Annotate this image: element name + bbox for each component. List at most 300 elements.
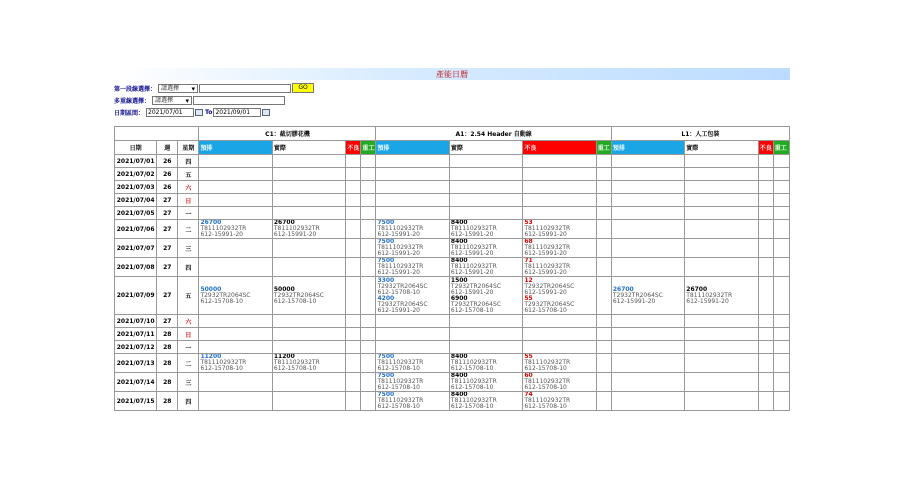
empty-cell <box>346 328 361 341</box>
part-number: 612-15991-20 <box>450 231 494 238</box>
data-cell <box>611 220 684 239</box>
data-cell <box>523 181 596 194</box>
rework-header: 重工 <box>361 141 376 155</box>
data-cell <box>376 168 449 181</box>
data-cell <box>199 239 272 258</box>
quantity-value: 11200 <box>273 353 295 360</box>
empty-cell <box>758 392 773 411</box>
line1-label: 第一段線選擇： <box>114 85 157 93</box>
part-number: 612-15708-10 <box>524 384 567 391</box>
empty-cell <box>361 341 376 354</box>
data-cell <box>376 315 449 328</box>
data-cell <box>272 354 345 373</box>
actual-header: 實際 <box>272 141 345 155</box>
week-cell: 26 <box>157 181 178 194</box>
line1-select-value: 請選擇 <box>161 84 180 92</box>
weekday-cell: 二 <box>178 354 199 373</box>
quantity-value: 8400 <box>450 353 468 360</box>
empty-cell <box>758 155 773 168</box>
data-cell <box>523 194 596 207</box>
week-cell: 26 <box>157 155 178 168</box>
week-cell: 27 <box>157 207 178 220</box>
empty-cell <box>773 341 789 354</box>
empty-cell <box>596 277 611 315</box>
part-number: T811102932TR <box>377 359 424 366</box>
part-number: 612-15991-20 <box>612 297 656 305</box>
data-cell <box>272 239 345 258</box>
empty-cell <box>758 354 773 373</box>
data-cell <box>523 392 596 411</box>
week-cell: 28 <box>157 392 178 411</box>
empty-cell <box>346 392 361 411</box>
data-cell <box>523 239 596 258</box>
data-cell <box>272 258 345 277</box>
empty-cell <box>773 315 789 328</box>
part-number: 612-15708-10 <box>200 297 243 305</box>
rework-header: 重工 <box>773 141 789 155</box>
data-cell <box>685 239 758 258</box>
plan-header: 預排 <box>199 141 272 155</box>
empty-cell <box>773 155 789 168</box>
line1-filter-row <box>114 83 314 93</box>
empty-cell <box>596 194 611 207</box>
part-number: 612-15991-20 <box>450 269 494 276</box>
quantity-value: 8400 <box>450 219 468 226</box>
quantity-value: 26700 <box>612 285 634 293</box>
empty-cell <box>773 181 789 194</box>
multi-label: 多重線選擇： <box>114 97 151 105</box>
data-cell <box>449 220 522 239</box>
empty-cell <box>773 373 789 392</box>
table-row <box>115 239 790 258</box>
weekday-cell: 六 <box>178 181 199 194</box>
data-cell <box>685 392 758 411</box>
line1-select[interactable] <box>158 84 198 93</box>
part-number: 612-15991-20 <box>524 231 567 238</box>
quantity-value: 53 <box>524 219 533 226</box>
week-cell: 27 <box>157 220 178 239</box>
empty-cell <box>773 277 789 315</box>
empty-cell <box>361 181 376 194</box>
weekday-cell: 日 <box>178 194 199 207</box>
date-cell: 2021/07/13 <box>115 354 157 373</box>
group-header-row <box>115 127 790 141</box>
data-cell <box>449 328 522 341</box>
data-cell <box>449 207 522 220</box>
empty-cell <box>361 328 376 341</box>
date-header: 日期 <box>115 141 157 155</box>
table-row <box>115 277 790 315</box>
quantity-value: 26700 <box>200 219 222 226</box>
week-cell: 26 <box>157 168 178 181</box>
empty-cell <box>346 315 361 328</box>
empty-cell <box>361 354 376 373</box>
table-row <box>115 168 790 181</box>
part-number: 612-15991-20 <box>377 231 420 238</box>
part-number: 612-15991-20 <box>377 306 420 314</box>
part-number: 612-15708-10 <box>450 403 494 410</box>
quantity-value: 68 <box>524 238 533 245</box>
empty-cell <box>758 258 773 277</box>
part-number: T811102932TR <box>200 359 247 366</box>
multi-select-value: 請選擇 <box>155 96 174 104</box>
quantity-value: 7500 <box>377 353 395 360</box>
week-cell: 27 <box>157 258 178 277</box>
data-cell <box>449 354 522 373</box>
part-number: T2932TR2064SC <box>273 291 324 299</box>
quantity-value: 7500 <box>377 238 395 245</box>
part-number: 612-15708-10 <box>450 365 494 372</box>
bad-header: 不良 <box>346 141 361 155</box>
weekday-cell: 日 <box>178 328 199 341</box>
part-number: T2932TR2064SC <box>377 282 428 290</box>
date-cell: 2021/07/09 <box>115 277 157 315</box>
part-number: T811102932TR <box>377 397 424 404</box>
empty-cell <box>773 354 789 373</box>
data-cell <box>523 277 596 315</box>
multi-text-input[interactable] <box>193 96 285 105</box>
weekday-cell: 二 <box>178 220 199 239</box>
data-cell <box>611 277 684 315</box>
plan-header: 預排 <box>611 141 684 155</box>
table-row <box>115 315 790 328</box>
empty-cell <box>758 239 773 258</box>
table-row <box>115 258 790 277</box>
data-cell <box>685 373 758 392</box>
empty-cell <box>773 168 789 181</box>
multi-select[interactable] <box>152 96 192 105</box>
data-cell <box>199 155 272 168</box>
week-header: 週 <box>157 141 178 155</box>
table-row <box>115 354 790 373</box>
page-title: 產能日曆 <box>436 70 468 79</box>
data-cell <box>199 315 272 328</box>
part-number: T811102932TR <box>377 244 424 251</box>
data-cell <box>272 341 345 354</box>
part-number: 612-15708-10 <box>450 384 494 391</box>
part-number: T811102932TR <box>450 378 497 385</box>
empty-cell <box>346 373 361 392</box>
calendar-icon[interactable] <box>195 109 203 116</box>
data-cell <box>611 194 684 207</box>
part-number: 612-15991-20 <box>524 269 567 276</box>
data-cell <box>611 239 684 258</box>
data-cell <box>685 194 758 207</box>
data-cell <box>523 155 596 168</box>
plan-header: 預排 <box>376 141 449 155</box>
quantity-value: 55 <box>524 353 533 360</box>
empty-cell <box>346 354 361 373</box>
date-label: 日期區間： <box>114 109 145 117</box>
data-cell <box>449 239 522 258</box>
bad-header: 不良 <box>523 141 596 155</box>
quantity-value: 50000 <box>200 285 222 293</box>
data-cell <box>611 341 684 354</box>
data-cell <box>199 258 272 277</box>
empty-cell <box>361 220 376 239</box>
data-cell <box>685 354 758 373</box>
capacity-calendar-table <box>114 126 790 411</box>
quantity-value: 6900 <box>450 294 468 302</box>
part-number: 612-15708-10 <box>377 288 420 296</box>
data-cell <box>376 354 449 373</box>
data-cell <box>272 155 345 168</box>
sub-header-row <box>115 141 790 155</box>
date-to-input[interactable]: 2021/09/01 <box>213 108 261 117</box>
data-cell <box>449 373 522 392</box>
data-cell <box>376 373 449 392</box>
data-cell <box>523 207 596 220</box>
part-number: 612-15991-20 <box>450 288 494 296</box>
part-number: T2932TR2064SC <box>612 291 663 299</box>
empty-cell <box>346 258 361 277</box>
part-number: T2932TR2064SC <box>377 300 428 308</box>
empty-cell <box>361 315 376 328</box>
quantity-value: 60 <box>524 372 533 379</box>
data-cell <box>376 155 449 168</box>
data-cell <box>199 341 272 354</box>
data-cell <box>611 258 684 277</box>
data-cell <box>685 220 758 239</box>
part-number: 612-15708-10 <box>524 403 567 410</box>
quantity-value: 26700 <box>686 285 708 293</box>
date-cell: 2021/07/06 <box>115 220 157 239</box>
quantity-value: 26700 <box>273 219 295 226</box>
data-cell <box>611 373 684 392</box>
week-cell: 27 <box>157 239 178 258</box>
quantity-value: 11200 <box>200 353 222 360</box>
empty-cell <box>346 168 361 181</box>
empty-cell <box>596 341 611 354</box>
table-row <box>115 207 790 220</box>
part-number: T2932TR2064SC <box>524 300 575 308</box>
calendar-rows <box>115 155 790 411</box>
date-cell: 2021/07/12 <box>115 341 157 354</box>
empty-cell <box>773 392 789 411</box>
week-cell: 27 <box>157 277 178 315</box>
empty-cell <box>758 328 773 341</box>
part-number: 612-15991-20 <box>524 288 567 296</box>
empty-cell <box>361 239 376 258</box>
quantity-value: 3300 <box>377 276 395 284</box>
empty-cell <box>596 155 611 168</box>
part-number: 612-15991-20 <box>686 297 729 305</box>
empty-cell <box>346 341 361 354</box>
empty-cell <box>596 373 611 392</box>
data-cell <box>272 181 345 194</box>
data-cell <box>523 341 596 354</box>
part-number: 612-15991-20 <box>377 269 420 276</box>
calendar-icon[interactable] <box>262 109 270 116</box>
data-cell <box>272 207 345 220</box>
data-cell <box>376 220 449 239</box>
date-from-input[interactable]: 2021/07/01 <box>146 108 194 117</box>
quantity-value: 50000 <box>273 285 295 293</box>
part-number: 612-15708-10 <box>273 365 317 372</box>
quantity-value: 8400 <box>450 257 468 264</box>
weekday-cell: 六 <box>178 315 199 328</box>
table-row <box>115 328 790 341</box>
part-number: T811102932TR <box>377 225 424 232</box>
quantity-value: 7500 <box>377 257 395 264</box>
empty-cell <box>773 258 789 277</box>
actual-header: 實際 <box>449 141 522 155</box>
date-cell: 2021/07/11 <box>115 328 157 341</box>
part-number: T2932TR2064SC <box>450 282 501 290</box>
weekday-cell: 三 <box>178 373 199 392</box>
part-number: T811102932TR <box>524 263 571 270</box>
quantity-value: 1500 <box>450 276 468 284</box>
weekday-cell: 五 <box>178 277 199 315</box>
date-cell: 2021/07/15 <box>115 392 157 411</box>
part-number: T811102932TR <box>524 244 571 251</box>
data-cell <box>272 220 345 239</box>
data-cell <box>199 168 272 181</box>
data-cell <box>523 220 596 239</box>
table-row <box>115 181 790 194</box>
table-row <box>115 341 790 354</box>
data-cell <box>611 207 684 220</box>
group-header-l1: L1：人工包裝 <box>611 127 789 141</box>
quantity-value: 8400 <box>450 372 468 379</box>
data-cell <box>685 341 758 354</box>
data-cell <box>376 207 449 220</box>
data-cell <box>611 392 684 411</box>
part-number: T2932TR2064SC <box>450 300 501 308</box>
empty-cell <box>346 194 361 207</box>
empty-cell <box>596 239 611 258</box>
part-number: T811102932TR <box>524 378 571 385</box>
data-cell <box>611 328 684 341</box>
empty-cell <box>758 194 773 207</box>
part-number: 612-15708-10 <box>524 365 567 372</box>
weekday-cell: 一 <box>178 207 199 220</box>
data-cell <box>272 315 345 328</box>
part-number: 612-15708-10 <box>377 384 420 391</box>
table-row <box>115 373 790 392</box>
data-cell <box>611 181 684 194</box>
data-cell <box>523 315 596 328</box>
empty-cell <box>758 207 773 220</box>
part-number: 612-15991-20 <box>200 231 243 238</box>
empty-cell <box>596 168 611 181</box>
week-cell: 28 <box>157 341 178 354</box>
quantity-value: 8400 <box>450 391 468 398</box>
data-cell <box>199 373 272 392</box>
data-cell <box>611 168 684 181</box>
part-number: T811102932TR <box>273 359 320 366</box>
empty-cell <box>346 181 361 194</box>
empty-cell <box>773 207 789 220</box>
weekday-cell: 五 <box>178 168 199 181</box>
table-row <box>115 392 790 411</box>
part-number: 612-15708-10 <box>377 365 420 372</box>
quantity-value: 71 <box>524 257 533 264</box>
data-cell <box>272 328 345 341</box>
part-number: T811102932TR <box>377 378 424 385</box>
data-cell <box>449 258 522 277</box>
to-label: To <box>205 108 213 116</box>
empty-cell <box>758 373 773 392</box>
go-button[interactable]: GO <box>292 83 314 93</box>
group-header-c1: C1：截切膠花機 <box>199 127 376 141</box>
data-cell <box>523 328 596 341</box>
empty-cell <box>758 341 773 354</box>
part-number: T811102932TR <box>450 263 497 270</box>
line1-text-input[interactable] <box>199 84 291 93</box>
data-cell <box>523 258 596 277</box>
data-cell <box>611 354 684 373</box>
empty-cell <box>596 328 611 341</box>
empty-cell <box>596 315 611 328</box>
empty-cell <box>596 258 611 277</box>
empty-cell <box>773 194 789 207</box>
title-bar <box>114 68 790 80</box>
date-cell: 2021/07/05 <box>115 207 157 220</box>
quantity-value: 55 <box>524 294 533 302</box>
part-number: 612-15991-20 <box>524 250 567 257</box>
data-cell <box>376 328 449 341</box>
quantity-value: 7500 <box>377 372 395 379</box>
data-cell <box>199 328 272 341</box>
empty-cell <box>758 277 773 315</box>
data-cell <box>199 392 272 411</box>
empty-cell <box>361 155 376 168</box>
quantity-value: 4200 <box>377 294 395 302</box>
empty-cell <box>758 181 773 194</box>
empty-cell <box>773 328 789 341</box>
part-number: T811102932TR <box>450 244 497 251</box>
data-cell <box>272 168 345 181</box>
data-cell <box>199 354 272 373</box>
table-row <box>115 155 790 168</box>
date-cell: 2021/07/03 <box>115 181 157 194</box>
weekday-cell: 四 <box>178 258 199 277</box>
weekday-cell: 四 <box>178 392 199 411</box>
empty-cell <box>758 168 773 181</box>
week-cell: 28 <box>157 373 178 392</box>
data-cell <box>376 277 449 315</box>
part-number: 612-15991-20 <box>273 231 317 238</box>
group-header-a1: A1：2.54 Header 自動線 <box>376 127 611 141</box>
data-cell <box>611 155 684 168</box>
date-cell: 2021/07/04 <box>115 194 157 207</box>
empty-cell <box>773 220 789 239</box>
weekday-cell: 三 <box>178 239 199 258</box>
empty-cell <box>596 207 611 220</box>
rework-header: 重工 <box>596 141 611 155</box>
data-cell <box>449 194 522 207</box>
data-cell <box>685 328 758 341</box>
date-cell: 2021/07/14 <box>115 373 157 392</box>
date-cell: 2021/07/10 <box>115 315 157 328</box>
data-cell <box>199 194 272 207</box>
week-cell: 27 <box>157 194 178 207</box>
multi-filter-row <box>114 95 285 105</box>
part-number: T811102932TR <box>273 225 320 232</box>
data-cell <box>272 194 345 207</box>
empty-cell <box>361 277 376 315</box>
data-cell <box>272 392 345 411</box>
empty-cell <box>361 194 376 207</box>
quantity-value: 7500 <box>377 391 395 398</box>
weekday-cell: 四 <box>178 155 199 168</box>
part-number: 612-15991-20 <box>377 250 420 257</box>
bad-header: 不良 <box>758 141 773 155</box>
empty-cell <box>361 392 376 411</box>
data-cell <box>199 207 272 220</box>
data-cell <box>272 373 345 392</box>
